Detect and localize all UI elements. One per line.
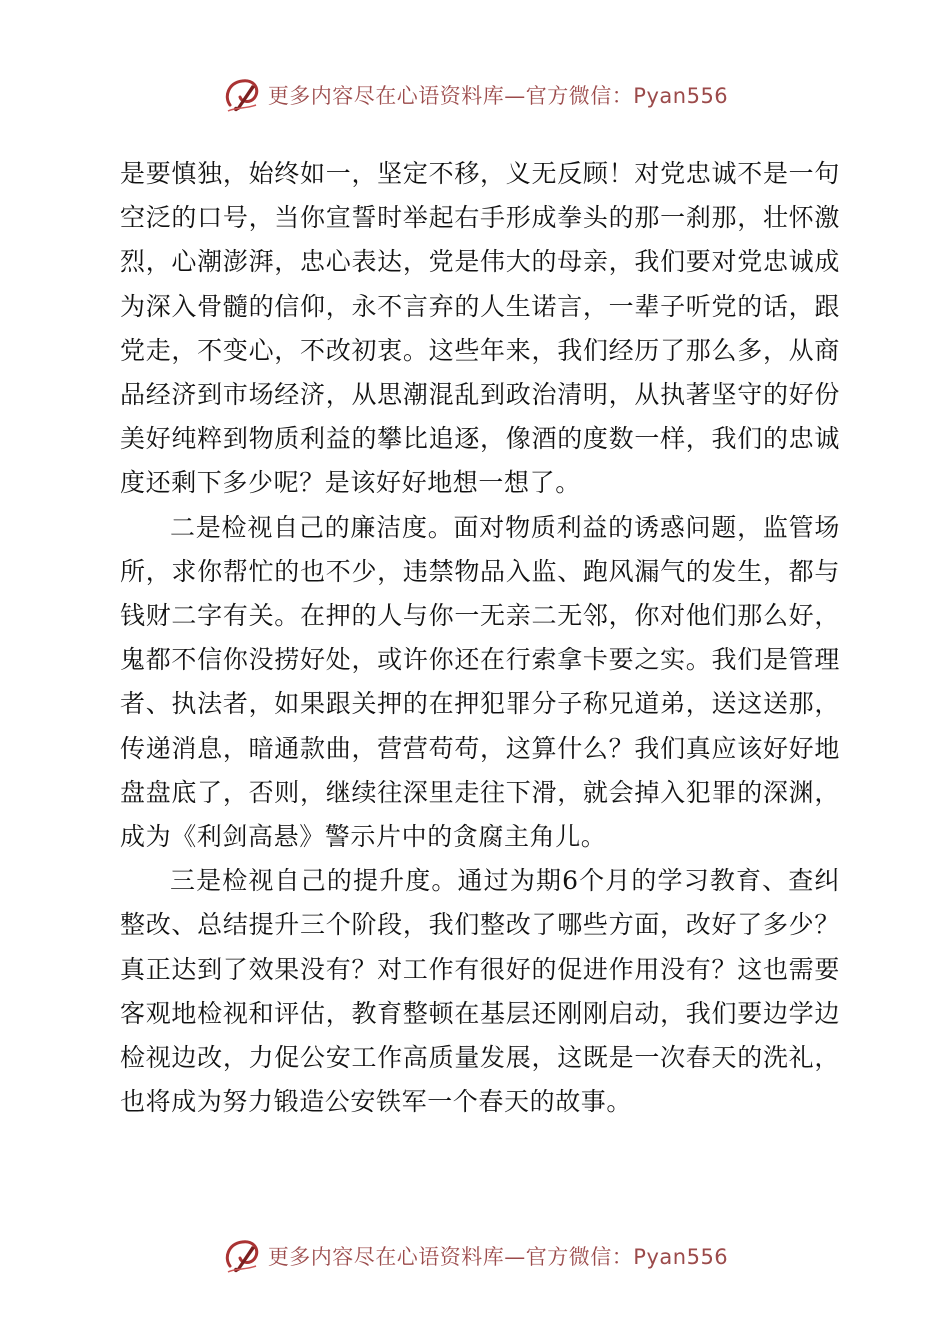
footer-banner	[0, 1233, 950, 1279]
paragraph-loyalty-continued: 是要慎独，始终如一，坚定不移，义无反顾！对党忠诚不是一句空泛的口号，当你宣誓时举起右手形成拳头的那一刹那，壮怀激烈，心潮澎湃，忠心表达，党是伟大的母亲，我们要对党忠诚成为深入骨髓的信仰，永不言弃的人生诺言，一辈子听党的话，跟党走，不变心，不改初衷。这些年来，我们经历了那么多，从商品经济到市场经济，从思潮混乱到政治清明，从执著坚守的好份美好纯粹到物质利益的攀比追逐，像酒的度数一样，我们的忠诚度还剩下多少呢？是该好好地想一想了。	[120, 159, 840, 498]
header-banner	[0, 72, 950, 118]
paragraph-integrity: 二是检视自己的廉洁度。面对物质利益的诱惑问题，监管场所，求你帮忙的也不少，违禁物品入监、跑风漏气的发生，都与钱财二字有关。在押的人与你一无亲二无邻，你对他们那么好，鬼都不信你没捞好处，或许你还在行索拿卡要之实。我们是管理者、执法者，如果跟关押的在押犯罪分子称兄道弟，送这送那，传递消息，暗通款曲，营营苟苟，这算什么？我们真应该好好地盘盘底了，否则，继续往深里走往下滑，就会掉入犯罪的深渊，成为《利剑高悬》警示片中的贪腐主角儿。	[120, 512, 840, 852]
footer-banner-text: 更多内容尽在心语资料库—官方微信：Pyan556	[267, 1245, 729, 1269]
paragraph-improvement: 三是检视自己的提升度。通过为期6个月的学习教育、查纠整改、总结提升三个阶段，我们整改了哪些方面，改好了多少？真正达到了效果没有？对工作有很好的促进作用没有？这也需要客观地检视和评估，教育整顿在基层还刚刚启动，我们要边学边检视边改，力促公安工作高质量发展，这既是一次春天的洗礼，也将成为努力锻造公安铁军一个春天的故事。	[120, 866, 840, 1117]
header-banner-text: 更多内容尽在心语资料库—官方微信：Pyan556	[267, 84, 729, 108]
document-body	[120, 152, 840, 1124]
quill-pen-swirl-icon	[222, 75, 264, 115]
quill-pen-swirl-icon	[222, 1236, 264, 1276]
